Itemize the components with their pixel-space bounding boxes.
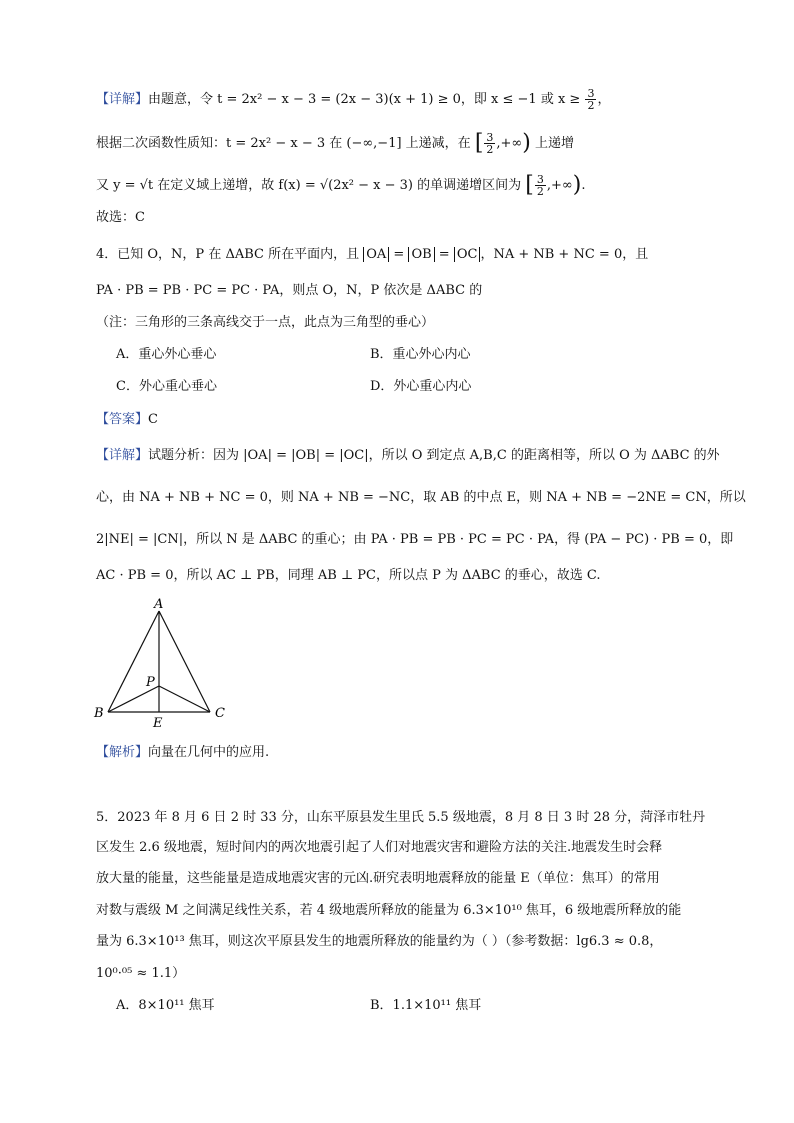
fraction: $\frac{3}{2}$ (486, 131, 494, 156)
q4-analysis-line: 【解析】向量在几何中的应用. (96, 745, 270, 760)
q4-option-b: B．重心外心内心 (370, 347, 471, 362)
q4-detail-line1: 【详解】试题分析：因为 |OA| = |OB| = |OC|，所以 O 到定点 A,B,C 的距离相等，所以 O 为 ΔABC 的外 (96, 448, 720, 463)
edge-ab (108, 611, 159, 712)
answer-value: C (148, 412, 158, 427)
q5-line6: 10⁰·⁰⁵ ≈ 1.1） (96, 966, 186, 981)
q5-option-a: A．8×10¹¹ 焦耳 (116, 998, 215, 1013)
label-e: E (153, 716, 163, 731)
triangle-figure (90, 596, 240, 732)
fraction: $\frac{3}{2}$ (587, 87, 595, 112)
analysis-tag: 【解析】 (96, 745, 149, 760)
fraction: $\frac{3}{2}$ (536, 173, 544, 198)
label-p: P (146, 675, 155, 690)
q3-answer-line: 故选：C (96, 210, 145, 225)
q5-line1: 5．2023 年 8 月 6 日 2 时 33 分，山东平原县发生里氏 5.5 级地震，8 月 8 日 3 时 28 分，菏泽市牡丹 (96, 810, 706, 825)
answer-tag: 【答案】 (96, 412, 149, 427)
q5-line3: 放大量的能量，这些能量是造成地震灾害的元凶.研究表明地震释放的能量 E（单位：焦耳）的常用 (96, 871, 660, 886)
edge-ac (159, 611, 210, 712)
q4-detail-line3: 2|NE| = |CN|，所以 N 是 ΔABC 的重心；由 PA · PB = PB · PC = PC · PA，得 (PA − PC) · PB = 0，即 (96, 532, 734, 547)
q5-line5: 量为 6.3×10¹³ 焦耳，则这次平原县发生的地震所释放的能量约为（ ）（参考数据：lg6.3 ≈ 0.8， (96, 934, 663, 949)
q4-stem-line2: PA · PB = PB · PC = PC · PA，则点 O，N，P 依次是 ΔABC 的 (96, 283, 483, 298)
q4-detail-line4: AC · PB = 0，所以 AC ⊥ PB，同理 AB ⊥ PC，所以点 P 为 ΔABC 的垂心，故选 C. (96, 568, 601, 583)
q4-option-a: A．重心外心垂心 (116, 347, 217, 362)
q5-option-b: B．1.1×10¹¹ 焦耳 (370, 998, 482, 1013)
q3-line3: 又 y = √t 在定义域上递增，故 f(x) = √(2x² − x − 3) 的单调递增区间为 [ $\frac{3}{2}$ ,+∞). (96, 172, 586, 198)
q4-option-d: D．外心重心内心 (370, 379, 472, 394)
q4-option-c: C．外心重心垂心 (116, 379, 217, 394)
detail-tag: 【详解】 (96, 448, 149, 463)
q4-note: （注：三角形的三条高线交于一点，此点为三角型的垂心） (96, 315, 435, 330)
q4-answer-line (96, 410, 734, 430)
segment-pc (159, 686, 210, 712)
label-b: B (94, 706, 104, 721)
label-c: C (215, 706, 225, 721)
detail-tag: 【详解】 (96, 92, 149, 107)
q4-detail-line2: 心，由 NA + NB + NC = 0，则 NA + NB = −NC，取 AB 的中点 E，则 NA + NB = −2NE = CN，所以 (96, 490, 746, 505)
q3-line2: 根据二次函数性质知：t = 2x² − x − 3 在 (−∞,−1] 上递减，在 [ $\frac{3}{2}$ ,+∞) 上递增 (96, 130, 574, 156)
q5-line4: 对数与震级 M 之间满足线性关系，若 4 级地震所释放的能量为 6.3×10¹⁰ 焦耳，6 级地震所释放的能 (96, 903, 682, 918)
label-a: A (154, 597, 164, 612)
q5-line2: 区发生 2.6 级地震，短时间内的两次地震引起了人们对地震灾害和避险方法的关注.地震发生时会释 (96, 840, 663, 855)
q3-line1: 【详解】由题意，令 t = 2x² − x − 3 = (2x − 3)(x + 1) ≥ 0，即 x ≤ −1 或 x ≥ $\frac{3}{2}$ ， (96, 87, 611, 112)
q4-stem-line1: 4．已知 O，N，P 在 ΔABC 所在平面内，且 OA = OB = OC ，NA + NB + NC = 0，且 (96, 247, 649, 262)
